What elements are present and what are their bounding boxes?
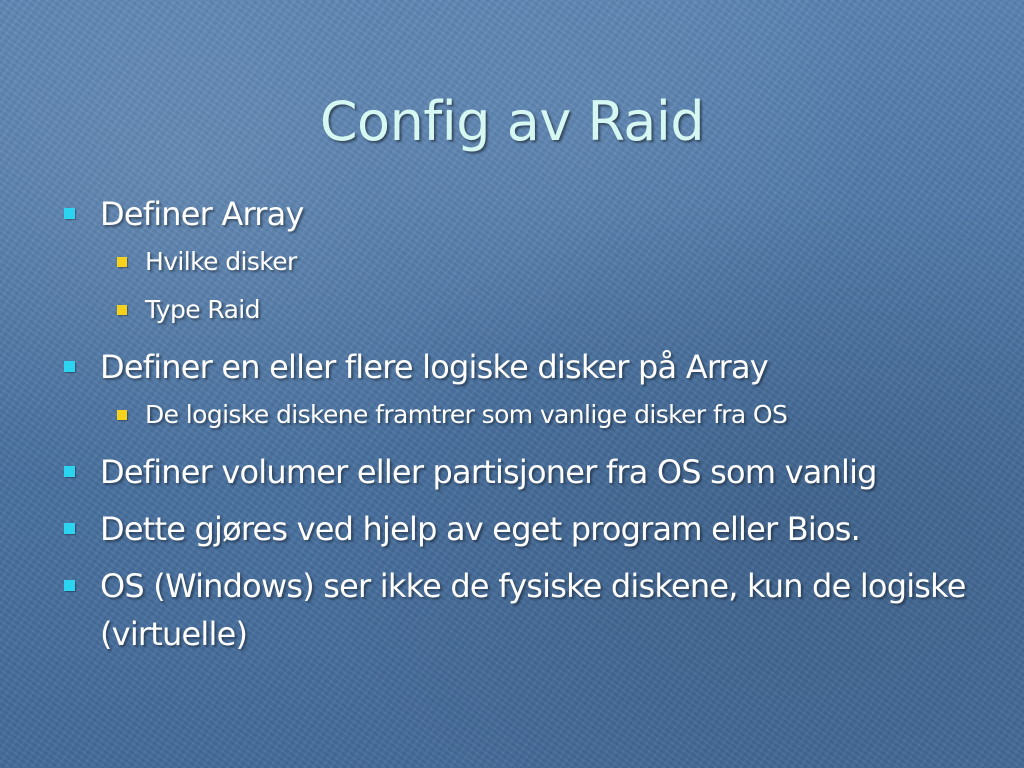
square-bullet-icon	[117, 410, 127, 420]
bullet-text: OS (Windows) ser ikke de fysiske diskene, kun de logiske (virtuelle)	[100, 567, 966, 653]
bullet-text: Definer Array	[100, 195, 304, 233]
bullet-text: Hvilke disker	[145, 247, 297, 276]
square-bullet-icon	[64, 361, 75, 372]
square-bullet-icon	[64, 466, 75, 477]
bullet-text: De logiske diskene framtrer som vanlige disker fra OS	[145, 400, 788, 429]
bullet-list	[60, 190, 980, 658]
bullet-item-program-bios	[60, 505, 980, 553]
square-bullet-icon	[117, 257, 127, 267]
square-bullet-icon	[64, 208, 75, 219]
bullet-text: Definer volumer eller partisjoner fra OS som vanlig	[100, 453, 877, 491]
bullet-item-logiske-disker	[60, 343, 980, 391]
bullet-item-os-windows	[60, 562, 980, 658]
sub-bullet-item-type-raid	[60, 286, 980, 334]
square-bullet-icon	[64, 523, 75, 534]
sub-bullet-item-hvilke-disker	[60, 238, 980, 286]
sub-bullet-item-framtrer	[60, 391, 980, 439]
bullet-item-definer-array	[60, 190, 980, 238]
bullet-item-volumer	[60, 448, 980, 496]
bullet-text: Definer en eller flere logiske disker på Array	[100, 348, 768, 386]
bullet-text: Type Raid	[145, 295, 260, 324]
square-bullet-icon	[64, 580, 75, 591]
slide-title: Config av Raid	[319, 90, 705, 153]
square-bullet-icon	[117, 305, 127, 315]
bullet-text: Dette gjøres ved hjelp av eget program eller Bios.	[100, 510, 861, 548]
